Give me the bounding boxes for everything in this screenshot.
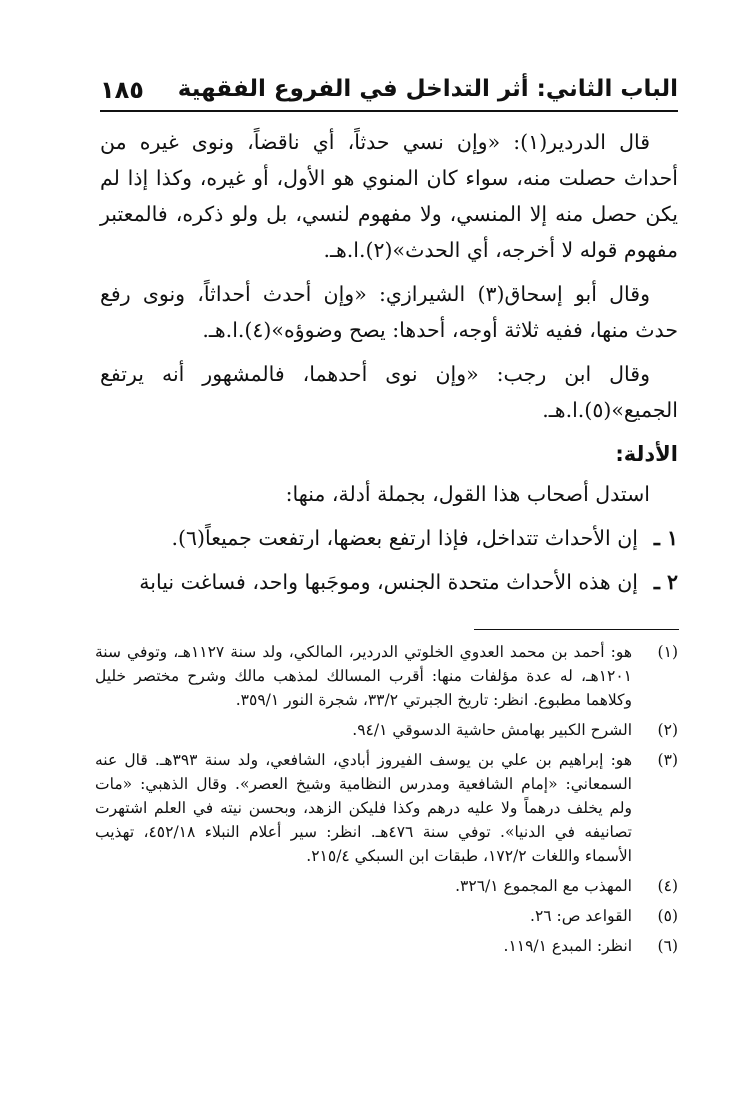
main-text [100,124,678,608]
footnote-separator [474,629,679,630]
footnote-number: (٢) [657,721,678,739]
evidence-item [100,564,678,600]
footnote [95,748,678,868]
footnote-text: هو: إبراهيم بن علي بن يوسف الفيروز أبادي، الشافعي، ولد سنة ٣٩٣هـ. قال عنه السمعاني: «إمام الشافعية ومدرس النظامية وشيخ العصر». وقال الذهبي: «مات ولم يخلف درهماً ولا عليه درهم وكذا فليكن الزهد، وبحسن نيته في العلم اشتهرت تصانيفه في الدنيا». توفي سنة ٤٧٦هـ. انظر: سير أعلام النبلاء ٤٥٢/١٨، تهذيب الأسماء واللغات ١٧٢/٢، طبقات ابن السبكي ٢١٥/٤. [95,751,632,865]
paragraph-dardir: قال الدردير(١): «وإن نسي حدثاً، أي ناقضاً، ونوى غيره من أحداث حصلت منه، سواء كان المنوي هو الأول، أو غيره، وكذا إذا لم يكن حصل منه إلا المنسي، ولا مفهوم لنسي، بل ولو ذكره، فالمعتبر مفهوم قوله لا أخرجه، أي الحدث»(٢).ا.هـ. [100,130,678,262]
section-heading: الأدلة: [615,442,678,466]
footnote [95,904,678,928]
footnote-text: الشرح الكبير بهامش حاشية الدسوقي ٩٤/١. [352,721,632,739]
evidence-intro: استدل أصحاب هذا القول، بجملة أدلة، منها: [285,482,650,506]
evidence-text: إن هذه الأحداث متحدة الجنس، وموجَبها واحد، فساغت نيابة [139,570,638,594]
footnote-number: (٥) [657,907,678,925]
footnote [95,640,678,712]
evidence-text: إن الأحداث تتداخل، فإذا ارتفع بعضها، ارتفعت جميعاً(٦). [171,526,638,550]
footnote [95,874,678,898]
paragraph-ibn-rajab: وقال ابن رجب: «وإن نوى أحدهما، فالمشهور أنه يرتفع الجميع»(٥).ا.هـ. [100,362,678,422]
paragraph-shirazi: وقال أبو إسحاق(٣) الشيرازي: «وإن أحدث أحداثاً، ونوى رفع حدث منها، ففيه ثلاثة أوجه، أحدها: يصح وضوؤه»(٤).ا.هـ. [100,282,678,342]
footnote [95,934,678,958]
footnote-text: هو: أحمد بن محمد العدوي الخلوتي الدردير، المالكي، ولد سنة ١١٢٧هـ، وتوفي سنة ١٢٠١هـ، له عدة مؤلفات منها: أقرب المسالك لمذهب مالك وشرح مختصر خليل وكلاهما مطبوع. انظر: تاريخ الجبرتي ٣٣/٢، شجرة النور ٣٥٩/١. [95,643,632,709]
chapter-title: الباب الثاني: أثر التداخل في الفروع الفقهية [177,76,678,102]
footnote-number: (١) [657,643,678,661]
footnote-number: (٤) [657,877,678,895]
evidence-number: ١ ـ [653,526,678,550]
footnotes [95,640,678,964]
footnote-text: انظر: المبدع ١١٩/١. [503,937,632,955]
running-header [100,70,678,112]
evidence-item [100,520,678,556]
evidence-number: ٢ ـ [653,570,678,594]
footnote-number: (٣) [657,751,678,769]
footnote-text: المهذب مع المجموع ٣٢٦/١. [455,877,632,895]
footnote-text: القواعد ص: ٢٦. [530,907,632,925]
page-number: ١٨٥ [100,76,144,104]
footnote-number: (٦) [657,937,678,955]
header-rule [100,110,678,112]
footnote [95,718,678,742]
